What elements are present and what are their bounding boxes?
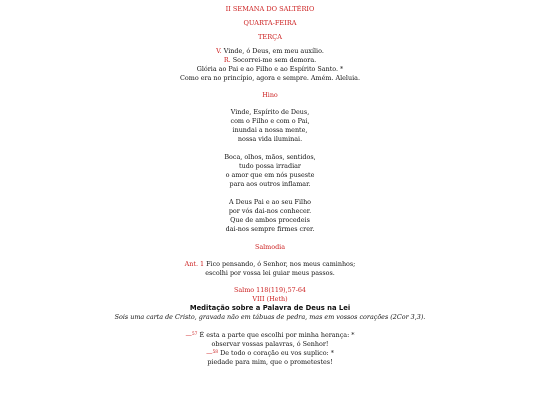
psalmody-title: Salmodia xyxy=(254,243,286,251)
hymn-line: com o Filho e com o Pai, xyxy=(230,117,310,125)
hymn-line: Que de ambos procedeis xyxy=(230,216,310,224)
versicle-line xyxy=(0,47,540,56)
antiphon-text: Fico pensando, ó Senhor, nos meus caminhos; xyxy=(206,260,356,268)
response-text: Socorrei-me sem demora. xyxy=(232,56,317,64)
psalm-reference: Salmo 118(119),57-64 xyxy=(233,286,306,294)
verse-number: 58 xyxy=(212,350,219,355)
hymn-line: dai-nos sempre firmes crer. xyxy=(225,225,315,233)
hymn-line: Boca, olhos, mãos, sentidos, xyxy=(224,153,316,161)
psalm-epigraph: Sois uma carta de Cristo, gravada não em tábuas de pedra, mas em vossos corações (2Cor 3,3). xyxy=(114,313,426,321)
antiphon-label: Ant. 1 xyxy=(184,260,205,268)
hymn-line: A Deus Pai e ao seu Filho xyxy=(228,198,312,206)
psalm-verse-continuation: observar vossas palavras, ó Senhor! xyxy=(211,340,329,348)
verse-number: 57 xyxy=(191,332,198,337)
gloria-line: Glória ao Pai e ao Filho e ao Espírito Santo. * xyxy=(196,65,344,73)
hymn-line: inundai a nossa mente, xyxy=(232,126,308,134)
hymn-line: o amor que em nós puseste xyxy=(225,171,315,179)
hymn-line: por vós dai-nos conhecer. xyxy=(228,207,312,215)
psalm-verse: —$^{58}$ De todo o coração eu vos suplico: * xyxy=(206,349,334,357)
psalm-title: Meditação sobre a Palavra de Deus na Lei xyxy=(189,304,351,312)
week-heading: II SEMANA DO SALTÉRIO xyxy=(225,5,315,13)
sicut-erat-line: Como era no princípio, agora e sempre. Amém. Aleluia. xyxy=(180,74,360,82)
psalm-verse-continuation: piedade para mim, que o prometestes! xyxy=(207,358,333,366)
day-heading: QUARTA-FEIRA xyxy=(243,19,297,27)
hymn-line: tudo possa irradiar xyxy=(239,162,301,170)
versicle-text: Vinde, ó Deus, em meu auxílio. xyxy=(223,47,324,55)
versicle-mark: V. xyxy=(216,47,222,55)
response-line xyxy=(0,56,540,65)
response-mark: R. xyxy=(223,56,231,64)
hymn-title: Hino xyxy=(262,91,278,99)
verse-text: De todo o coração eu vos suplico: * xyxy=(220,349,334,357)
hymn-line: para aos outros inflamar. xyxy=(229,180,311,188)
verse-text: É esta a parte que escolhi por minha herança: * xyxy=(199,331,355,339)
hymn-line: Vinde, Espírito de Deus, xyxy=(230,108,310,116)
psalm-section: VIII (Heth) xyxy=(252,295,288,303)
hour-heading: TERÇA xyxy=(258,33,282,41)
antiphon-line-2: escolhi por vossa lei guiar meus passos. xyxy=(205,269,335,277)
hymn-line: nossa vida iluminai. xyxy=(237,135,303,143)
antiphon-line xyxy=(0,260,540,269)
psalm-verse: —$^{57}$ É esta a parte que escolhi por minha herança: * xyxy=(185,331,355,339)
